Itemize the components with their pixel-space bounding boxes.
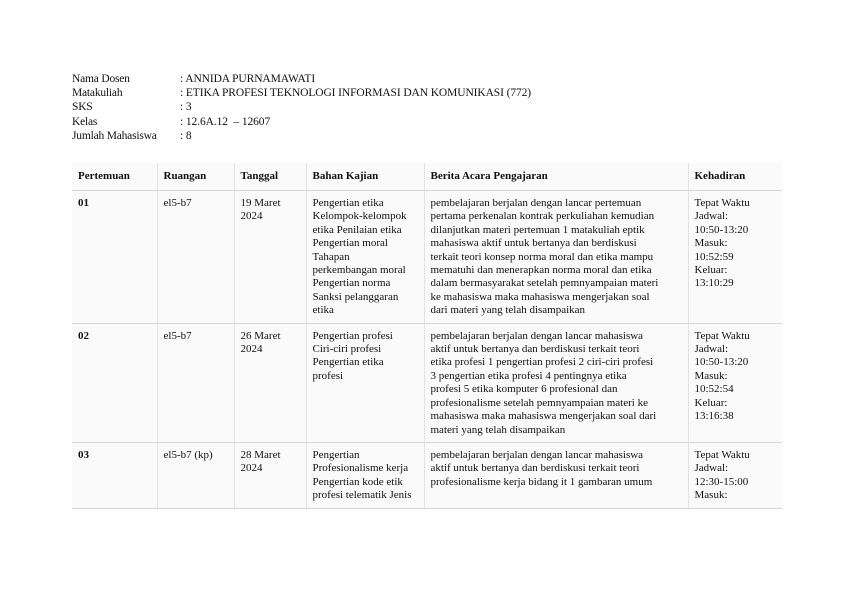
cell-berita-acara-line: materi yang telah disampaikan bbox=[430, 423, 566, 436]
cell-berita-acara-line: dilanjutkan materi pertemuan 1 matakuliah eptik bbox=[430, 223, 645, 236]
cell-berita-acara-line: aktif untuk bertanya dan berdiskusi terkait teori bbox=[430, 462, 640, 475]
cell-kehadiran-line: Keluar: bbox=[694, 396, 728, 409]
table-header-row bbox=[72, 163, 782, 191]
cell-bahan-kajian-line: Tahapan bbox=[312, 250, 350, 263]
cell-kehadiran-line: Jadwal: bbox=[694, 210, 729, 223]
info-value: : 8 bbox=[180, 129, 192, 142]
cell-kehadiran bbox=[688, 191, 782, 324]
cell-kehadiran-line: 13:16:38 bbox=[694, 410, 734, 423]
cell-bahan-kajian-line: profesi telematik Jenis bbox=[312, 489, 412, 502]
info-row-sks bbox=[72, 100, 531, 114]
info-label: Jumlah Mahasiswa bbox=[72, 129, 157, 142]
cell-bahan-kajian-line: Ciri-ciri profesi bbox=[312, 343, 382, 356]
cell-berita-acara bbox=[424, 323, 688, 442]
cell-pertemuan: 03 bbox=[72, 442, 157, 508]
cell-kehadiran-line: Tepat Waktu bbox=[694, 329, 750, 342]
cell-tanggal bbox=[234, 323, 306, 442]
cell-berita-acara-line: profesi 5 etika komputer 6 profesional dan bbox=[430, 383, 618, 396]
cell-kehadiran bbox=[688, 442, 782, 508]
cell-kehadiran-line: Keluar: bbox=[694, 264, 728, 277]
cell-kehadiran-line: Tepat Waktu bbox=[694, 197, 750, 209]
col-header-ruangan: Ruangan bbox=[157, 163, 234, 191]
info-value: : ETIKA PROFESI TEKNOLOGI INFORMASI DAN KOMUNIKASI (772) bbox=[180, 87, 532, 100]
cell-bahan-kajian-line: Pengertian etika bbox=[312, 356, 384, 369]
cell-berita-acara-line: dari materi yang telah disampaikan bbox=[430, 304, 586, 317]
col-header-tanggal: Tanggal bbox=[234, 163, 306, 191]
course-info bbox=[72, 72, 531, 143]
cell-bahan-kajian-line: etika Penilaian etika bbox=[312, 223, 402, 236]
info-label: Matakuliah bbox=[72, 87, 123, 100]
cell-bahan-kajian-line: Pengertian kode etik bbox=[312, 475, 403, 488]
cell-berita-acara-line: pembelajaran berjalan dengan lancar mahasiswa bbox=[430, 329, 644, 342]
cell-tanggal bbox=[234, 442, 306, 508]
cell-bahan-kajian-line: Kelompok-kelompok bbox=[312, 210, 407, 223]
info-row-dosen bbox=[72, 72, 531, 86]
cell-berita-acara-line: pertama perkenalan kontrak perkuliahan kemudian bbox=[430, 210, 655, 223]
cell-kehadiran bbox=[688, 323, 782, 442]
cell-ruangan: el5-b7 (kp) bbox=[157, 442, 234, 508]
cell-tanggal-line: 19 Maret bbox=[240, 197, 281, 209]
col-header-berita-acara: Berita Acara Pengajaran bbox=[424, 163, 688, 191]
info-row-jumlah bbox=[72, 129, 531, 143]
table-row bbox=[72, 323, 782, 442]
cell-berita-acara-line: 3 pengertian etika profesi 4 pentingnya etika bbox=[430, 369, 627, 382]
cell-bahan-kajian-line: profesi bbox=[312, 369, 344, 382]
cell-pertemuan: 01 bbox=[72, 191, 157, 324]
info-value: : 3 bbox=[180, 101, 192, 114]
info-value: : 12.6A.12 – 12607 bbox=[180, 115, 271, 128]
cell-kehadiran-line: Jadwal: bbox=[694, 343, 729, 356]
cell-kehadiran-line: 12:30-15:00 bbox=[694, 475, 749, 488]
cell-kehadiran-line: Masuk: bbox=[694, 489, 728, 502]
table-row bbox=[72, 191, 782, 324]
cell-tanggal-line: 2024 bbox=[240, 210, 263, 223]
cell-kehadiran-line: 10:52:59 bbox=[694, 250, 734, 263]
attendance-table bbox=[72, 163, 782, 509]
cell-bahan-kajian-line: etika bbox=[312, 304, 334, 317]
table-row bbox=[72, 442, 782, 508]
cell-tanggal bbox=[234, 191, 306, 324]
cell-berita-acara-line: dalam bermasyarakat setelah pemnyampaian materi bbox=[430, 277, 659, 290]
info-value: : ANNIDA PURNAMAWATI bbox=[180, 73, 316, 85]
cell-kehadiran-line: 10:50-13:20 bbox=[694, 223, 749, 236]
cell-berita-acara-line: ke mahasiswa maka mahasiswa mengerjakan soal bbox=[430, 290, 650, 303]
cell-bahan-kajian-line: Pengertian profesi bbox=[312, 329, 393, 342]
cell-tanggal-line: 26 Maret bbox=[240, 329, 281, 342]
cell-bahan-kajian bbox=[306, 323, 424, 442]
cell-berita-acara-line: mahasiswa maka mahasiswa mengerjakan soal dari bbox=[430, 410, 657, 423]
cell-bahan-kajian-line: Pengertian etika bbox=[312, 197, 384, 209]
cell-berita-acara-line: aktif untuk bertanya dan berdiskusi terkait teori bbox=[430, 343, 640, 356]
cell-berita-acara-line: terkait teori konsep norma moral dan etika mampu bbox=[430, 250, 654, 263]
cell-bahan-kajian-line: Pengertian norma bbox=[312, 277, 391, 290]
cell-bahan-kajian-line: perkembangan moral bbox=[312, 264, 406, 277]
col-header-bahan-kajian: Bahan Kajian bbox=[306, 163, 424, 191]
cell-bahan-kajian bbox=[306, 191, 424, 324]
cell-berita-acara-line: pembelajaran berjalan dengan lancar mahasiswa bbox=[430, 448, 644, 461]
cell-berita-acara-line: pembelajaran berjalan dengan lancar pertemuan bbox=[430, 197, 642, 209]
cell-berita-acara-line: mahasiswa aktif untuk bertanya dan berdiskusi bbox=[430, 237, 637, 250]
cell-kehadiran-line: 10:50-13:20 bbox=[694, 356, 749, 369]
cell-kehadiran-line: Jadwal: bbox=[694, 462, 729, 475]
cell-bahan-kajian-line: Pengertian bbox=[312, 448, 360, 461]
info-label: Nama Dosen bbox=[72, 73, 130, 85]
cell-kehadiran-line: Masuk: bbox=[694, 237, 728, 250]
info-label: Kelas bbox=[72, 115, 98, 128]
cell-berita-acara-line: profesionalisme setelah pemnyampaian materi ke bbox=[430, 396, 648, 409]
cell-berita-acara bbox=[424, 442, 688, 508]
cell-berita-acara-line: etika profesi 1 pengertian profesi 2 ciri-ciri profesi bbox=[430, 356, 654, 369]
cell-bahan-kajian-line: Pengertian moral bbox=[312, 237, 388, 250]
cell-ruangan: el5-b7 bbox=[157, 323, 234, 442]
cell-berita-acara-line: profesionalisme kerja bidang it 1 gambaran umum bbox=[430, 475, 653, 488]
cell-tanggal-line: 28 Maret bbox=[240, 448, 281, 461]
cell-kehadiran-line: Masuk: bbox=[694, 369, 728, 382]
col-header-pertemuan: Pertemuan bbox=[72, 163, 157, 191]
cell-kehadiran-line: Tepat Waktu bbox=[694, 448, 750, 461]
cell-kehadiran-line: 13:10:29 bbox=[694, 277, 734, 290]
cell-tanggal-line: 2024 bbox=[240, 462, 263, 475]
cell-tanggal-line: 2024 bbox=[240, 343, 263, 356]
cell-berita-acara bbox=[424, 191, 688, 324]
cell-bahan-kajian-line: Profesionalisme kerja bbox=[312, 462, 409, 475]
info-label: SKS bbox=[72, 101, 93, 114]
cell-ruangan: el5-b7 bbox=[157, 191, 234, 324]
cell-kehadiran-line: 10:52:54 bbox=[694, 383, 734, 396]
info-row-kelas bbox=[72, 115, 531, 129]
cell-pertemuan: 02 bbox=[72, 323, 157, 442]
cell-bahan-kajian bbox=[306, 442, 424, 508]
info-row-matakuliah bbox=[72, 86, 531, 100]
cell-berita-acara-line: mematuhi dan menerapkan norma moral dan etika bbox=[430, 264, 652, 277]
cell-bahan-kajian-line: Sanksi pelanggaran bbox=[312, 290, 399, 303]
col-header-kehadiran: Kehadiran bbox=[688, 163, 782, 191]
